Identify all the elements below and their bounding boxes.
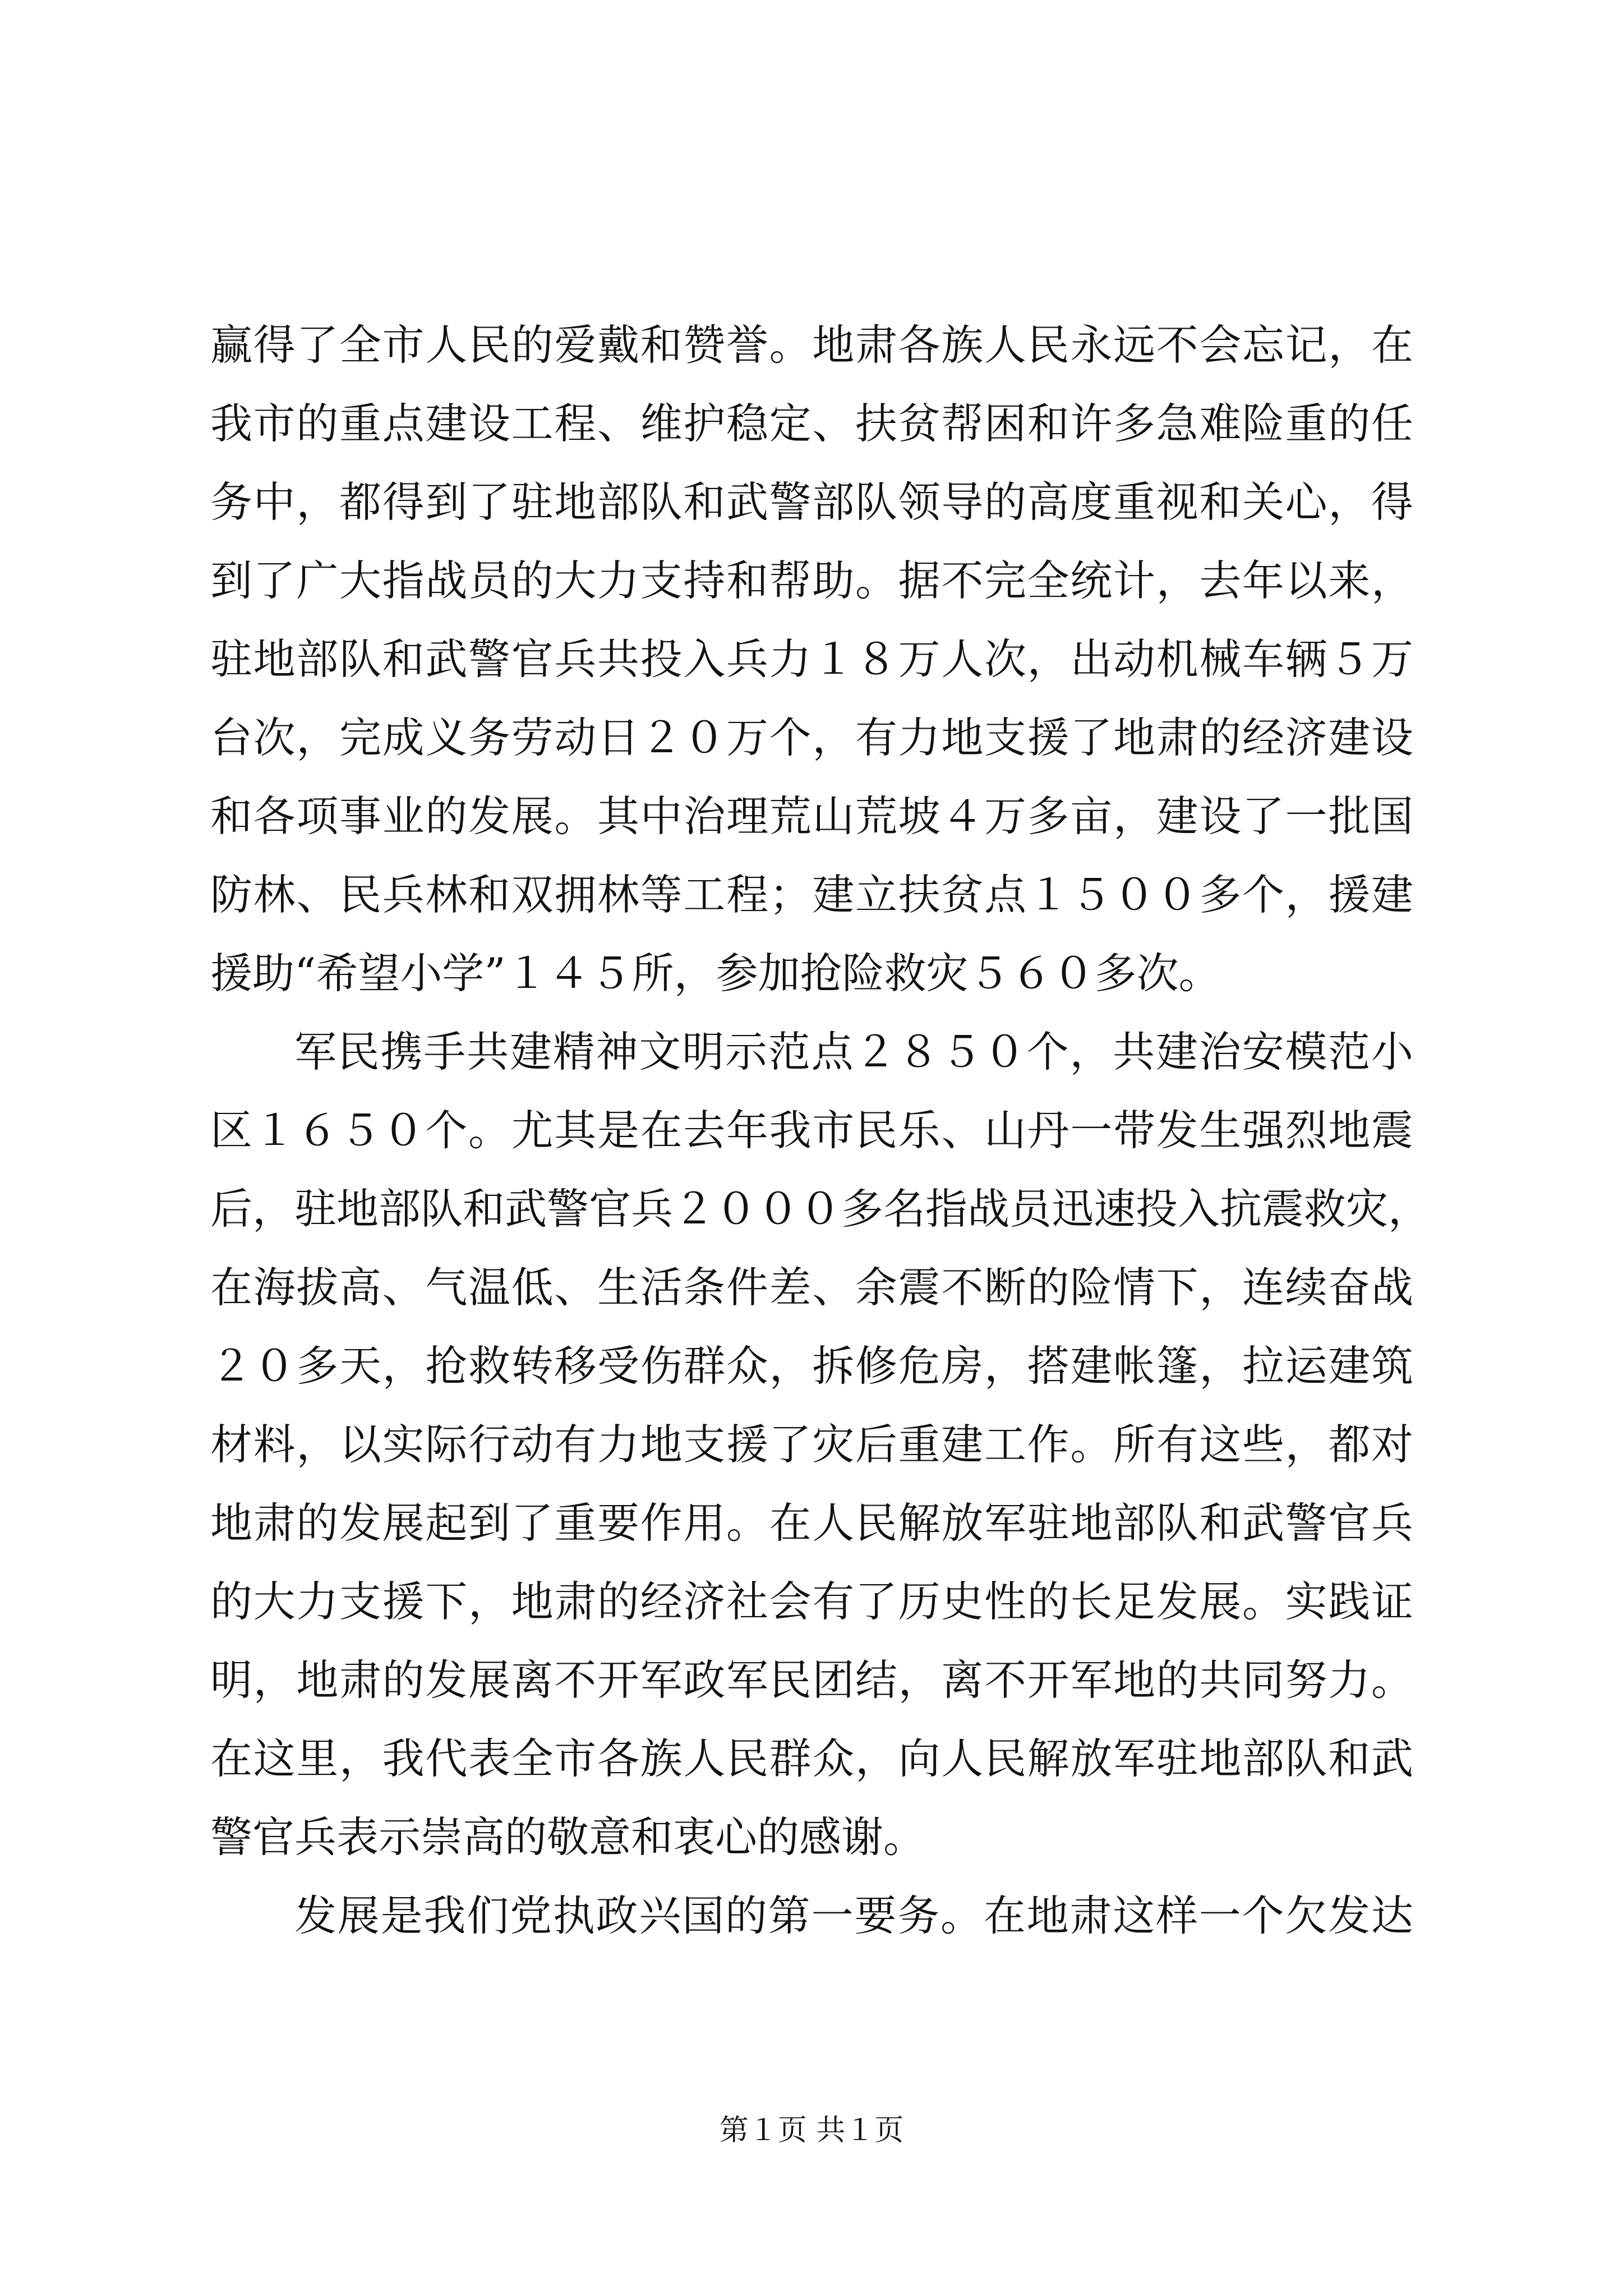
text-line-21: 发展是我们党执政兴国的第一要务。在地肃这样一个欠发达 bbox=[294, 1891, 1413, 1940]
text-line-13: 在海拔高、气温低、生活条件差、余震不断的险情下，连续奋战 bbox=[210, 1263, 1413, 1312]
text-line-9: 援助“希望小学”１４５所，参加抢险救灾５６０多次。 bbox=[210, 949, 1221, 998]
text-line-1: 赢得了全市人民的爱戴和赞誉。地肃各族人民永远不会忘记，在 bbox=[210, 320, 1413, 370]
text-line-5: 驻地部队和武警官兵共投入兵力１８万人次，出动机械车辆５万 bbox=[210, 634, 1413, 684]
text-line-15: 材料，以实际行动有力地支援了灾后重建工作。所有这些，都对 bbox=[210, 1420, 1413, 1469]
text-line-16: 地肃的发展起到了重要作用。在人民解放军驻地部队和武警官兵 bbox=[210, 1498, 1413, 1548]
text-line-10: 军民携手共建精神文明示范点２８５０个，共建治安模范小 bbox=[294, 1027, 1413, 1076]
text-line-17: 的大力支援下，地肃的经济社会有了历史性的长足发展。实践证 bbox=[210, 1577, 1413, 1626]
text-line-19: 在这里，我代表全市各族人民群众，向人民解放军驻地部队和武 bbox=[210, 1734, 1413, 1783]
text-line-6: 台次，完成义务劳动日２０万个，有力地支援了地肃的经济建设 bbox=[210, 713, 1413, 762]
text-line-20: 警官兵表示崇高的敬意和衷心的感谢。 bbox=[210, 1812, 926, 1862]
text-line-7: 和各项事业的发展。其中治理荒山荒坡４万多亩，建设了一批国 bbox=[210, 792, 1413, 841]
text-line-2: 我市的重点建设工程、维护稳定、扶贫帮困和许多急难险重的任 bbox=[210, 399, 1413, 448]
text-line-4: 到了广大指战员的大力支持和帮助。据不完全统计，去年以来， bbox=[210, 556, 1413, 605]
text-line-3: 务中，都得到了驻地部队和武警部队领导的高度重视和关心，得 bbox=[210, 477, 1413, 527]
page-footer: 第１页 共１页 bbox=[719, 2114, 904, 2147]
text-line-18: 明，地肃的发展离不开军政军民团结，离不开军地的共同努力。 bbox=[210, 1655, 1413, 1705]
text-line-8: 防林、民兵林和双拥林等工程；建立扶贫点１５００多个，援建 bbox=[210, 870, 1413, 919]
text-line-11: 区１６５０个。尤其是在去年我市民乐、山丹一带发生强烈地震 bbox=[210, 1106, 1413, 1155]
text-line-12: 后，驻地部队和武警官兵２０００多名指战员迅速投入抗震救灾， bbox=[210, 1184, 1431, 1234]
text-line-14: ２０多天，抢救转移受伤群众，拆修危房，搭建帐篷，拉运建筑 bbox=[210, 1341, 1413, 1391]
